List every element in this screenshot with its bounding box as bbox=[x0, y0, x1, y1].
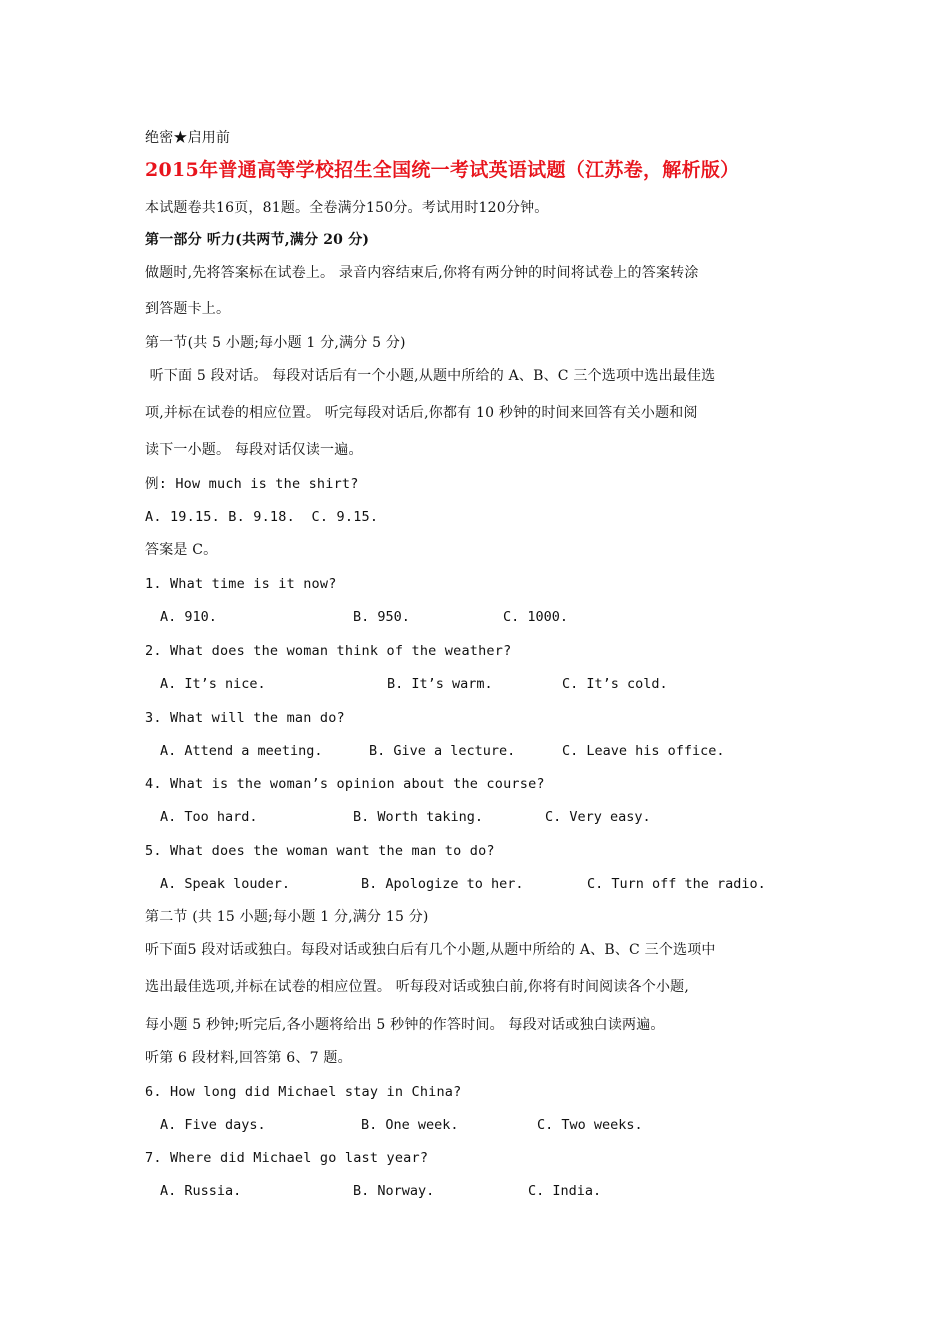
part1-instructions: 到答题卡上。 bbox=[145, 301, 231, 317]
option-b: B. It’s warm. bbox=[387, 676, 493, 692]
option-b: B. One week. bbox=[361, 1117, 459, 1133]
option-b: B. Apologize to her. bbox=[361, 876, 524, 892]
material-note: 听第 6 段材料,回答第 6、7 题。 bbox=[145, 1050, 352, 1066]
question-text: 6. How long did Michael stay in China? bbox=[145, 1084, 462, 1100]
part1-instructions: 做题时,先将答案标在试卷上。 录音内容结束后,你将有两分钟的时间将试卷上的答案转涂 bbox=[145, 265, 699, 281]
option-a: A. Speak louder. bbox=[160, 876, 291, 892]
part1-heading: 第一部分 听力(共两节,满分 20 分) bbox=[145, 232, 370, 248]
option-a: A. Russia. bbox=[160, 1183, 242, 1199]
option-c: C. Two weeks. bbox=[537, 1117, 643, 1133]
question-text: 3. What will the man do? bbox=[145, 710, 345, 726]
question-text: 7. Where did Michael go last year? bbox=[145, 1150, 429, 1166]
option-a: A. Five days. bbox=[160, 1117, 266, 1133]
option-a: A. 910. bbox=[160, 609, 217, 625]
section1-directions: 项,并标在试卷的相应位置。 听完每段对话后,你都有 10 秒钟的时间来回答有关小题和阅 bbox=[145, 405, 698, 421]
option-b: B. Give a lecture. bbox=[369, 743, 516, 759]
section1-directions: 听下面 5 段对话。 每段对话后有一个小题,从题中所给的 A、B、C 三个选项中选出最佳选 bbox=[145, 368, 716, 384]
option-a: A. Attend a meeting. bbox=[160, 743, 323, 759]
option-c: C. It’s cold. bbox=[562, 676, 668, 692]
question-text: 5. What does the woman want the man to do? bbox=[145, 843, 495, 859]
section2-directions: 听下面5 段对话或独白。每段对话或独白后有几个小题,从题中所给的 A、B、C 三个选项中 bbox=[145, 942, 716, 958]
exam-title: 2015年普通高等学校招生全国统一考试英语试题（江苏卷，解析版） bbox=[145, 159, 740, 181]
section2-heading: 第二节 (共 15 小题;每小题 1 分,满分 15 分) bbox=[145, 909, 429, 925]
option-c: C. Very easy. bbox=[545, 809, 651, 825]
classification-label: 绝密★启用前 bbox=[145, 130, 231, 146]
option-c: C. India. bbox=[528, 1183, 602, 1199]
option-a: A. It’s nice. bbox=[160, 676, 266, 692]
option-b: B. 950. bbox=[353, 609, 410, 625]
example-answer: 答案是 C。 bbox=[145, 542, 218, 558]
option-c: C. Leave his office. bbox=[562, 743, 725, 759]
exam-intro: 本试题卷共16页，81题。全卷满分150分。考试用时120分钟。 bbox=[145, 200, 549, 216]
question-text: 4. What is the woman’s opinion about the course? bbox=[145, 776, 545, 792]
option-b: B. Norway. bbox=[353, 1183, 435, 1199]
section2-directions: 每小题 5 秒钟;听完后,各小题将给出 5 秒钟的作答时间。 每段对话或独白读两遍。 bbox=[145, 1017, 665, 1033]
example-options: A. 19.15. B. 9.18. C. 9.15. bbox=[145, 509, 379, 525]
option-b: B. Worth taking. bbox=[353, 809, 484, 825]
option-c: C. 1000. bbox=[503, 609, 569, 625]
example-question: 例: How much is the shirt? bbox=[145, 476, 359, 492]
option-a: A. Too hard. bbox=[160, 809, 258, 825]
section1-heading: 第一节(共 5 小题;每小题 1 分,满分 5 分) bbox=[145, 335, 406, 351]
option-c: C. Turn off the radio. bbox=[587, 876, 766, 892]
section1-directions: 读下一小题。 每段对话仅读一遍。 bbox=[145, 442, 363, 458]
question-text: 2. What does the woman think of the weather? bbox=[145, 643, 512, 659]
question-text: 1. What time is it now? bbox=[145, 576, 337, 592]
section2-directions: 选出最佳选项,并标在试卷的相应位置。 听每段对话或独白前,你将有时间阅读各个小题, bbox=[145, 979, 689, 995]
